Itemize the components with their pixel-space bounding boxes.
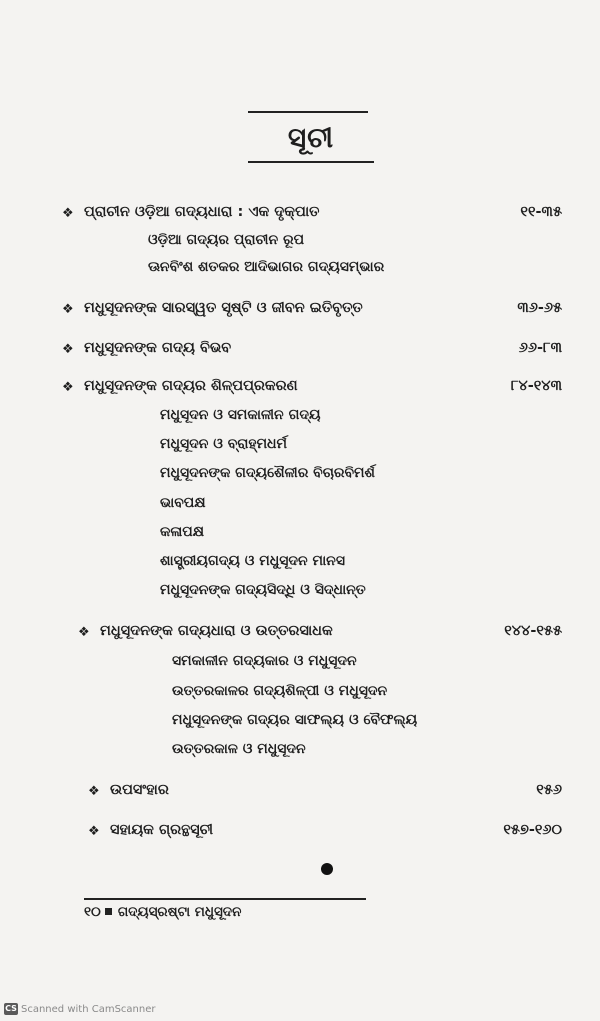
- bullet-icon: ❖: [62, 380, 74, 395]
- toc-entry: [0, 621, 600, 645]
- bullet-icon: ❖: [62, 206, 74, 221]
- sub-entry: ମଧୁସୂଦନଙ୍କ ଗଦ୍ୟଶୈଳୀର ବିଚାରବିମର୍ଶ: [160, 465, 375, 481]
- sub-entry: ଉତ୍ତରକାଳ ଓ ମଧୁସୂଦନ: [172, 741, 306, 757]
- sub-entry: କଳାପକ୍ଷ: [160, 524, 205, 540]
- toc-entry: [0, 820, 600, 844]
- entry-pages: ୧୪୪-୧୫୫: [504, 623, 562, 639]
- entry-pages: ୧୧-୩୫: [520, 204, 562, 220]
- toc-entry: [0, 202, 600, 226]
- title-rule-top: [248, 111, 368, 113]
- scanner-watermark: [4, 1003, 156, 1015]
- entry-pages: ୧୫୭-୧୬୦: [503, 822, 562, 838]
- entry-pages: ୬୬-୮୩: [518, 340, 562, 356]
- entry-label: ଉପସଂହାର: [110, 782, 169, 798]
- entry-label: ମଧୁସୂଦନଙ୍କ ଗଦ୍ୟ ବିଭବ: [84, 340, 232, 356]
- sub-entry: ମଧୁସୂଦନ ଓ ସମକାଳୀନ ଗଦ୍ୟ: [160, 407, 321, 423]
- sub-entry: ଓଡ଼ିଆ ଗଦ୍ୟର ପ୍ରାଚୀନ ରୂପ: [148, 232, 305, 248]
- sub-entry: ଊନବିଂଶ ଶତକର ଆଦିଭାଗର ଗଦ୍ୟସମ୍ଭାର: [148, 259, 385, 275]
- sub-entry: ଭାବପକ୍ଷ: [160, 495, 206, 511]
- running-footer: [84, 904, 241, 920]
- sub-entry: ମଧୁସୂଦନଙ୍କ ଗଦ୍ୟସିଦ୍ଧି ଓ ସିଦ୍ଧାନ୍ତ: [160, 582, 366, 598]
- bullet-icon: ❖: [62, 302, 74, 317]
- end-dot-ornament: [321, 863, 333, 875]
- entry-pages: ୮୪-୧୪୩: [510, 378, 562, 394]
- bullet-icon: ❖: [88, 784, 100, 799]
- entry-pages: ୧୫୬: [536, 782, 562, 798]
- bullet-icon: ❖: [62, 342, 74, 357]
- entry-label: ସହାୟକ ଗ୍ରନ୍ଥସୂଚୀ: [110, 822, 214, 838]
- sub-entry: ସମକାଳୀନ ଗଦ୍ୟକାର ଓ ମଧୁସୂଦନ: [172, 653, 357, 669]
- book-title: ଗଦ୍ୟସ୍ରଷ୍ଟା ମଧୁସୂଦନ: [117, 904, 242, 920]
- scanner-text: Scanned with CamScanner: [21, 1004, 156, 1015]
- square-icon: [105, 908, 112, 915]
- toc-entry: [0, 298, 600, 322]
- entry-label: ମଧୁସୂଦନଙ୍କ ଗଦ୍ୟଧାରା ଓ ଉତ୍ତରସାଧକ: [100, 623, 333, 639]
- entry-pages: ୩୬-୬୫: [517, 300, 562, 316]
- bullet-icon: ❖: [78, 625, 90, 640]
- sub-entry: ମଧୁସୂଦନ ଓ ବ୍ରାହ୍ମଧର୍ମ: [160, 436, 288, 452]
- toc-entry: [0, 376, 600, 400]
- title-rule-bottom: [248, 161, 374, 163]
- page-number: ୧୦: [84, 904, 101, 920]
- page-title: ସୂଚୀ: [287, 121, 335, 154]
- entry-label: ମଧୁସୂଦନଙ୍କ ସାରସ୍ୱତ ସୃଷ୍ଟି ଓ ଜୀବନ ଇତିବୃତ୍ତ: [84, 300, 363, 316]
- camscanner-logo-icon: CS: [5, 1004, 17, 1013]
- entry-label: ପ୍ରାଚୀନ ଓଡ଼ିଆ ଗଦ୍ୟଧାରା : ଏକ ଦୃକ୍‌ପାତ: [84, 204, 320, 220]
- footer-rule: [84, 898, 366, 900]
- sub-entry: ଉତ୍ତରକାଳର ଗଦ୍ୟଶିଳ୍ପୀ ଓ ମଧୁସୂଦନ: [172, 683, 388, 699]
- entry-label: ମଧୁସୂଦନଙ୍କ ଗଦ୍ୟର ଶିଳ୍ପପ୍ରକରଣ: [84, 378, 298, 394]
- sub-entry: ଶାସ୍ତ୍ରୀୟଗଦ୍ୟ ଓ ମଧୁସୂଦନ ମାନସ: [160, 553, 345, 569]
- toc-entry: [0, 338, 600, 362]
- sub-entry: ମଧୁସୂଦନଙ୍କ ଗଦ୍ୟର ସାଫଲ୍ୟ ଓ ବୈଫଲ୍ୟ: [172, 712, 418, 728]
- toc-entry: [0, 780, 600, 804]
- bullet-icon: ❖: [88, 824, 100, 839]
